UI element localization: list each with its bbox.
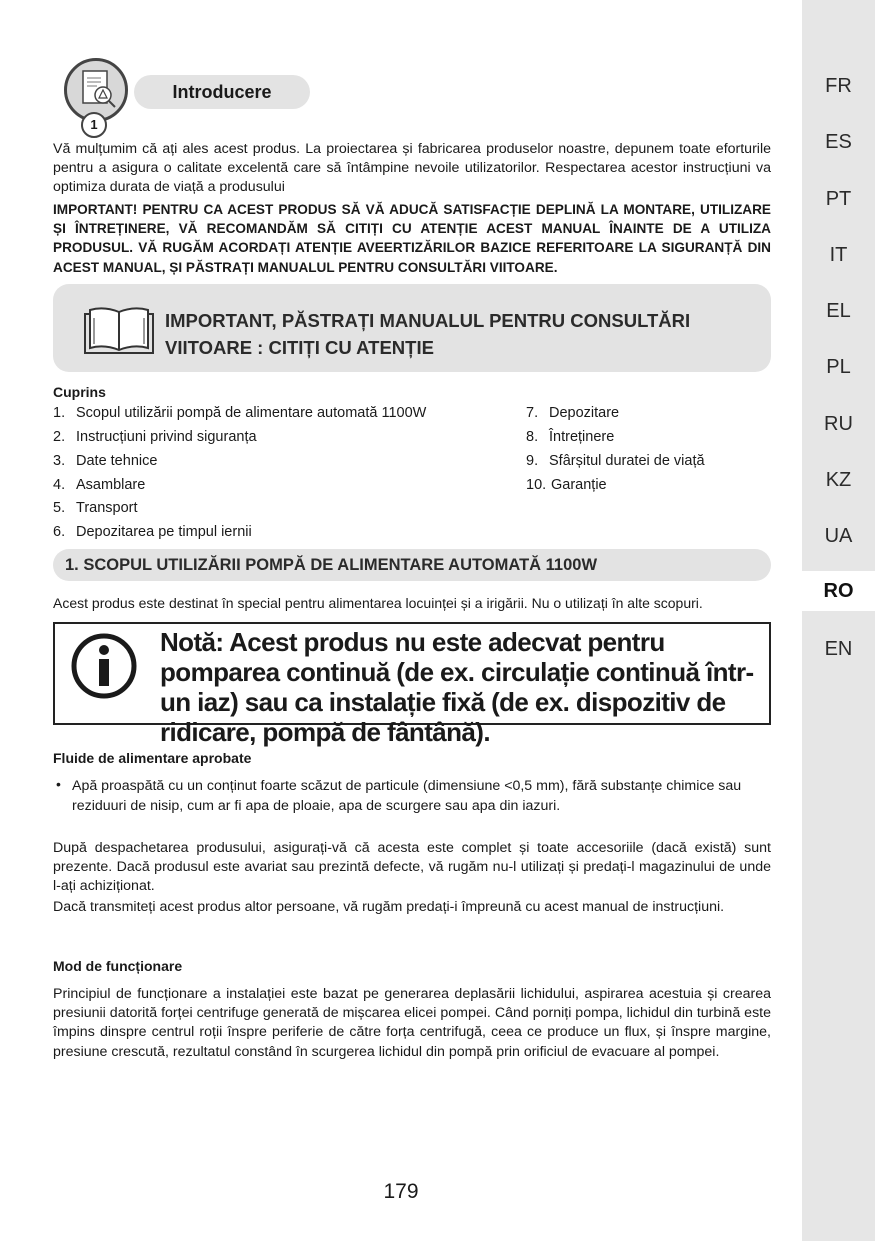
lang-tab-kz[interactable]: KZ — [825, 469, 852, 491]
language-sidebar — [802, 0, 875, 1241]
toc-item: 1. Scopul utilizării pompă de alimentare automată 1100W — [53, 405, 427, 421]
mode-paragraph: Principiul de funcționare a instalației este bazat pe generarea deplasării lichidului, aspirarea acestuia și crearea presiunii datorită forței centrifuge generată de mișcarea elicei pompei. Când porniți pompa, lichidul din turbină este împins dinspre centrul roții înspre periferie de către forța centrifugă, ceea ce produce un flux, și înspre margine, presiune crescută, rezultatul constând în scurgerea lichidul din pompă prin orificiul de evacuare al pompei. — [53, 986, 771, 1060]
mode-heading: Mod de funcționare — [53, 958, 183, 974]
toc-item: 10. Garanție — [526, 477, 607, 493]
toc-item: 8. Întreținere — [526, 429, 615, 445]
toc-item: 5. Transport — [53, 500, 138, 516]
toc-item: 9. Sfârșitul duratei de viață — [526, 453, 705, 469]
toc-item: 2. Instrucțiuni privind siguranța — [53, 429, 257, 445]
handover-paragraph: Dacă transmiteți acest produs altor persoane, vă rugăm predați-i împreună cu acest manual de instrucțiuni. — [53, 899, 725, 915]
unpack-paragraph: După despachetarea produsului, asigurați-vă că acesta este complet și toate accesoriile (dacă există) sunt prezente. Dacă produsul este avariat sau prezintă defecte, vă rugăm nu-l utilizați și predați-l magazinului de unde l-ați achiziționat. — [53, 840, 771, 895]
lang-tab-ua[interactable]: UA — [824, 525, 853, 547]
lang-tab-es[interactable]: ES — [825, 131, 852, 153]
lang-tab-ru[interactable]: RU — [824, 413, 853, 435]
lang-tab-fr[interactable]: FR — [825, 75, 852, 97]
note-text: Notă: Acest produs nu este adecvat pentru pomparea continuă (de ex. circulație continuă într-un iaz) sau ca instalație fixă (de ex. dispozitiv de ridicare, pompă de fântână). — [160, 627, 754, 747]
toc-item: 4. Asamblare — [53, 477, 146, 493]
lang-tab-el[interactable]: EL — [826, 300, 851, 322]
bullet-icon: • — [56, 776, 61, 792]
manual-notice-line2: VIITOARE : CITIȚI CU ATENȚIE — [165, 337, 434, 358]
fluids-bullet: Apă proaspătă cu un conținut foarte scăzut de particule (dimensiune <0,5 mm), fără substanțe chimice sau reziduuri de nisip, cum ar fi apa de ploaie, apa de scurgere sau apa din iazuri. — [72, 778, 742, 814]
section-heading: 1. SCOPUL UTILIZĂRII POMPĂ DE ALIMENTARE AUTOMATĂ 1100W — [65, 556, 598, 574]
intro-paragraph: Vă mulțumim că ați ales acest produs. La proiectarea și fabricarea produselor noastre, depunem toate eforturile pentru a asigura o calitate excelentă care să întâmpine nevoile utilizatorilor. Respectarea acestor instrucțiuni va optimiza durata de viață a produsului — [53, 141, 771, 196]
lang-tab-pt[interactable]: PT — [825, 188, 852, 210]
section-intro: Acest produs este destinat în special pentru alimentarea locuinței și a irigării. Nu o utilizați în alte scopuri. — [53, 595, 703, 611]
important-paragraph: IMPORTANT! PENTRU CA ACEST PRODUS SĂ VĂ ADUCĂ SATISFACȚIE DEPLINĂ LA MONTARE, UTILIZARE ȘI ÎNTREȚINERE, VĂ RECOMANDĂM SĂ CITIȚI CU ATENȚIE ACEST MANUAL ÎNAINTE DE A UTILIZA PRODUSUL. VĂ RUGĂM ACORDAȚI ATENȚIE AVEERTIZĂRILOR BAZICE REFERITOARE LA SIGURANȚĂ DIN ACEST MANUAL, ȘI PĂSTRAȚI MANUALUL PENTRU CONSULTĂRI VIITOARE. — [53, 202, 771, 275]
toc-title: Cuprins — [53, 384, 106, 400]
lang-tab-ro[interactable]: RO — [802, 571, 875, 611]
toc-item: 3. Date tehnice — [53, 453, 158, 469]
lang-tab-pl[interactable]: PL — [826, 356, 851, 378]
page-number: 179 — [383, 1180, 419, 1203]
manual-notice-line1: IMPORTANT, PĂSTRAȚI MANUALUL PENTRU CONSULTĂRI — [165, 310, 691, 331]
step-number-badge: 1 — [81, 112, 107, 138]
lang-tab-it[interactable]: IT — [829, 244, 848, 266]
toc-item: 7. Depozitare — [526, 405, 620, 421]
toc-item: 6. Depozitarea pe timpul iernii — [53, 524, 252, 540]
open-book-icon — [84, 304, 154, 359]
info-icon — [70, 632, 138, 700]
lang-tab-en[interactable]: EN — [824, 638, 853, 660]
manual-notice-text — [165, 307, 725, 361]
intro-heading: Introducere — [134, 75, 310, 109]
fluids-heading: Fluide de alimentare aprobate — [53, 750, 252, 766]
